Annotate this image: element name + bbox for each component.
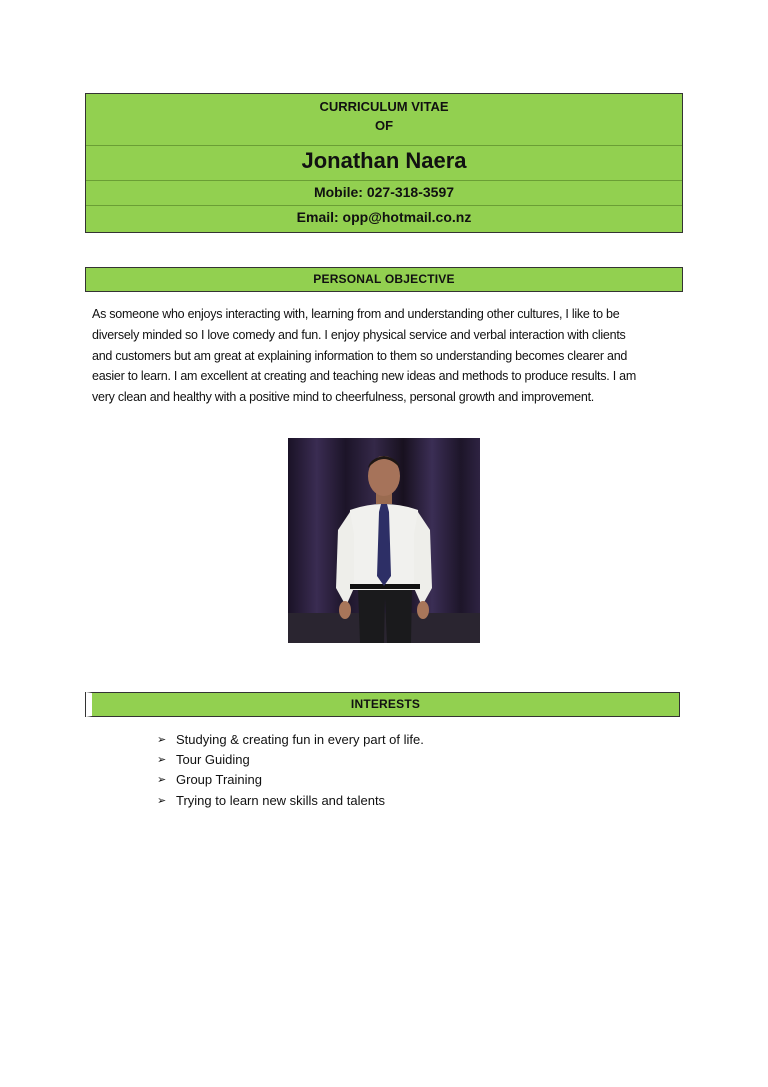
arrowhead-bullet-icon: ➢: [157, 794, 167, 807]
header-divider: [86, 180, 682, 181]
candidate-name: Jonathan Naera: [301, 148, 467, 173]
interests-heading: INTERESTS: [86, 692, 680, 717]
arrowhead-bullet-icon: ➢: [157, 774, 167, 787]
cv-of-label: OF: [374, 118, 394, 133]
profile-photo-illustration: [288, 438, 480, 643]
personal-objective-heading: PERSONAL OBJECTIVE: [85, 267, 683, 292]
list-item: [157, 730, 424, 750]
header-divider: [86, 145, 682, 146]
interest-text: Studying & creating fun in every part of life.: [176, 732, 424, 747]
interest-text: Group Training: [176, 772, 262, 788]
cv-title: CURRICULUM VITAE: [319, 99, 449, 114]
objective-paragraph: As someone who enjoys interacting with, learning from and understanding other cultures, I like to be diversely minded so I love comedy and fun. I enjoy physical service and verbal interaction with clients and customers but am great at explaining information to them so understanding becomes clearer and easier to learn. I am excellent at creating and teaching new ideas and methods to produce results. I am very clean and healthy with a positive mind to cheerfulness, personal growth and improvement.: [92, 307, 637, 405]
interests-list: [157, 730, 424, 811]
arrowhead-bullet-icon: ➢: [157, 754, 167, 767]
list-item: [157, 770, 424, 790]
arrowhead-bullet-icon: ➢: [157, 734, 167, 746]
cv-header: [85, 93, 683, 233]
list-item: [157, 750, 424, 770]
profile-photo: [288, 438, 480, 643]
email-address: Email: opp@hotmail.co.nz: [296, 209, 472, 225]
interest-text: Trying to learn new skills and talents: [176, 792, 386, 808]
interest-text: Tour Guiding: [176, 752, 250, 768]
mobile-number: Mobile: 027-318-3597: [313, 184, 455, 200]
header-divider: [86, 205, 682, 206]
list-item: [157, 791, 424, 811]
